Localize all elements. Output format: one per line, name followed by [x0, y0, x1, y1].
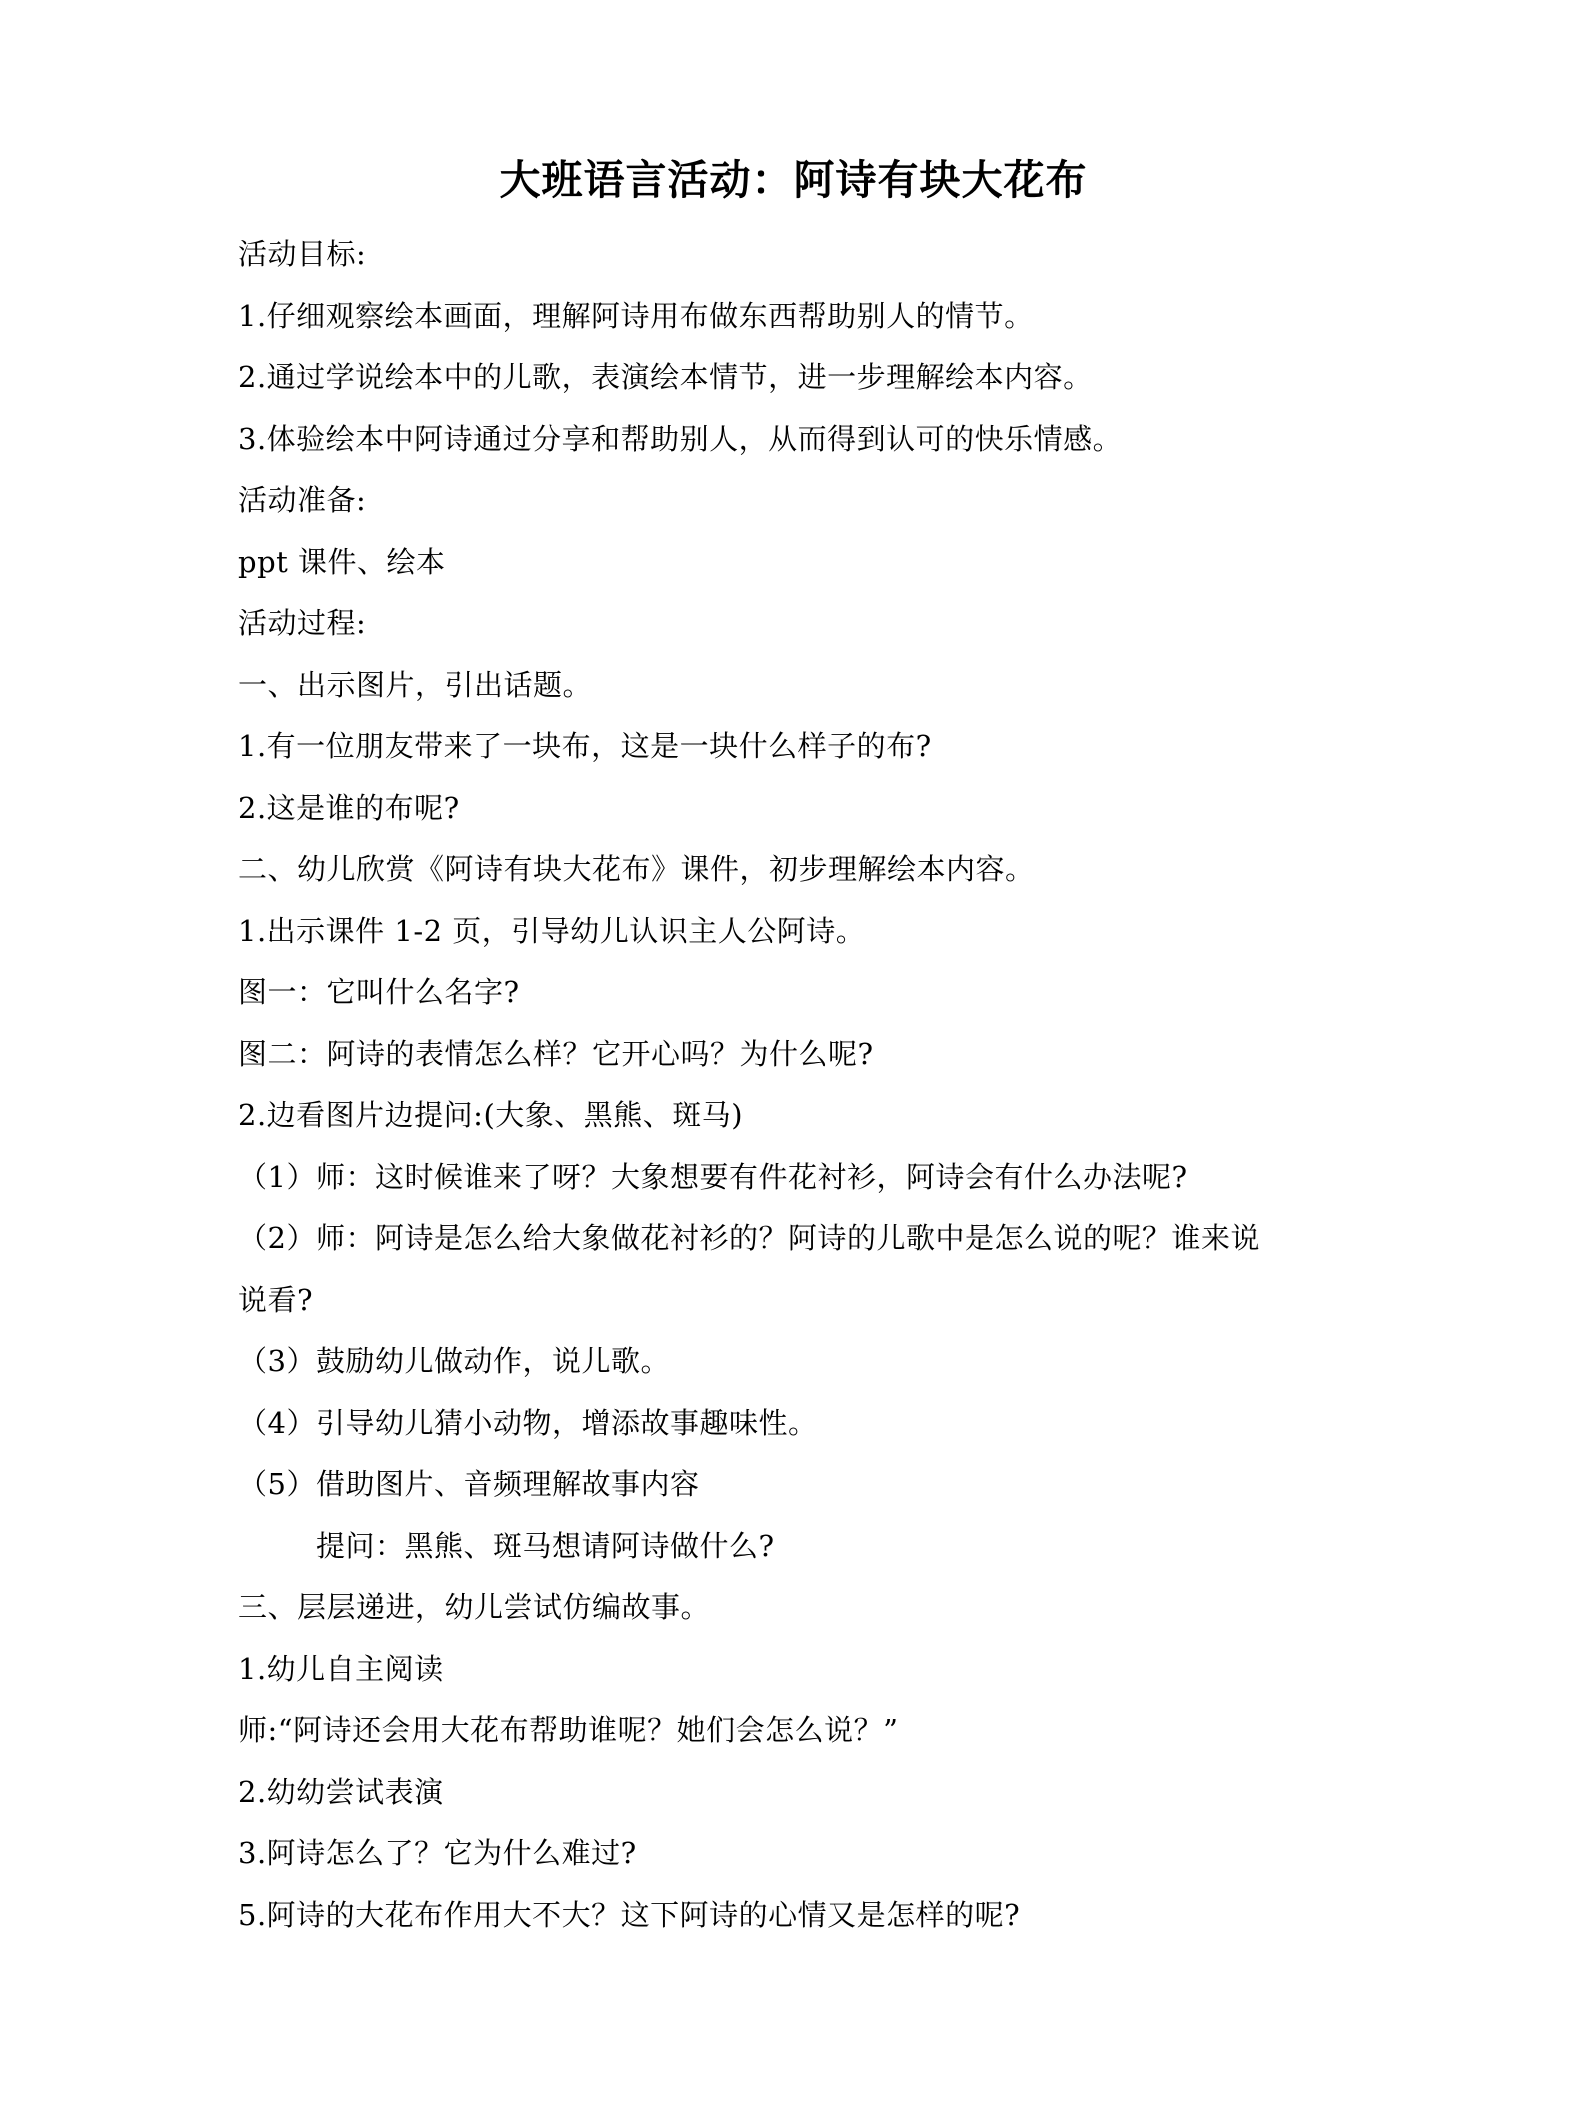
section-item: 图一：它叫什么名字?	[238, 975, 520, 1009]
section-item: 图二：阿诗的表情怎么样？它开心吗？为什么呢?	[238, 1036, 874, 1071]
section-item: 2.边看图片边提问:(大象、黑熊、斑马)	[238, 1098, 744, 1132]
process-heading: 活动过程:	[238, 606, 367, 640]
sub-item: （3）鼓励幼儿做动作，说儿歌。	[238, 1344, 670, 1378]
section-item: 1.有一位朋友带来了一块布，这是一块什么样子的布?	[238, 729, 932, 763]
sub-item: （4）引导幼儿猜小动物，增添故事趣味性。	[238, 1405, 818, 1440]
document-body	[238, 224, 1358, 1946]
sub-item: （5）借助图片、音频理解故事内容	[238, 1467, 700, 1501]
section-item: 1.幼儿自主阅读	[238, 1651, 444, 1686]
sub-item: （1）师：这时候谁来了呀？大象想要有件花衬衫，阿诗会有什么办法呢?	[238, 1159, 1188, 1194]
goal-item: 2.通过学说绘本中的儿歌，表演绘本情节，进一步理解绘本内容。	[238, 360, 1093, 394]
section-item: 1.出示课件 1-2 页，引导幼儿认识主人公阿诗。	[238, 913, 866, 948]
page-title: 大班语言活动：阿诗有块大花布	[499, 156, 1088, 204]
section-heading: 二、幼儿欣赏《阿诗有块大花布》课件，初步理解绘本内容。	[238, 852, 1035, 886]
goal-item: 1.仔细观察绘本画面，理解阿诗用布做东西帮助别人的情节。	[238, 298, 1034, 333]
section-item: 师:“阿诗还会用大花布帮助谁呢？她们会怎么说？”	[238, 1713, 899, 1747]
goal-item: 3.体验绘本中阿诗通过分享和帮助别人，从而得到认可的快乐情感。	[238, 421, 1123, 456]
preparation-heading: 活动准备:	[238, 483, 367, 517]
preparation-content: ppt 课件、绘本	[238, 544, 446, 579]
goals-heading: 活动目标:	[238, 237, 367, 271]
section-item: 2.这是谁的布呢?	[238, 790, 460, 825]
section-item: 3.阿诗怎么了？它为什么难过?	[238, 1836, 637, 1870]
section-heading: 三、层层递进，幼儿尝试仿编故事。	[238, 1590, 711, 1624]
section-item: 5.阿诗的大花布作用大不大？这下阿诗的心情又是怎样的呢?	[238, 1897, 1021, 1932]
section-heading: 一、出示图片，引出话题。	[238, 667, 593, 702]
section-item: 2.幼幼尝试表演	[238, 1774, 444, 1809]
sub-item: （2）师：阿诗是怎么给大象做花衬衫的？阿诗的儿歌中是怎么说的呢？谁来说	[238, 1221, 1260, 1255]
question-line: 提问：黑熊、斑马想请阿诗做什么?	[316, 1528, 775, 1563]
sub-item-continued: 说看?	[238, 1282, 314, 1317]
